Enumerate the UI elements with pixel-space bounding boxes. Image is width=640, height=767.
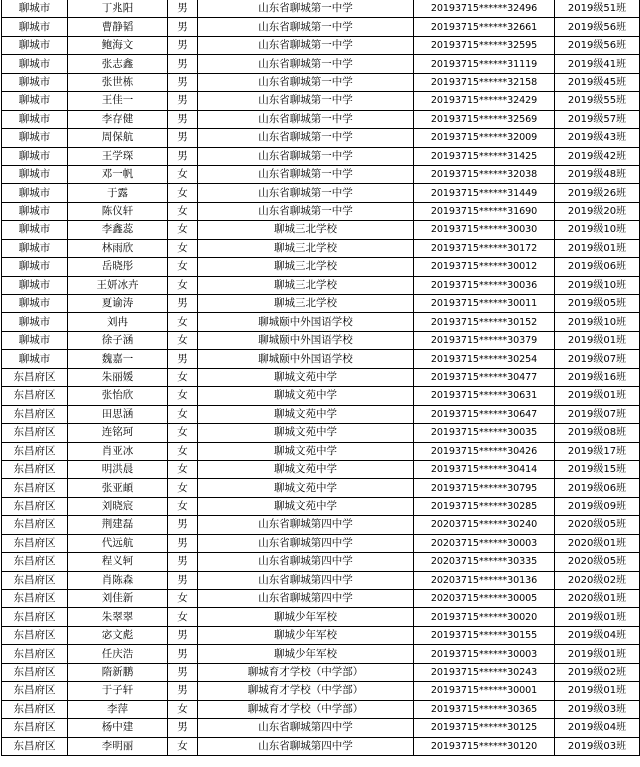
school-cell: 山东省聊城第四中学 bbox=[198, 737, 414, 755]
student-id-cell: 20193715******32158 bbox=[414, 73, 555, 91]
student-list-table bbox=[1, 0, 640, 756]
class-cell: 2019级16班 bbox=[555, 368, 640, 386]
name-cell: 张亚頔 bbox=[68, 479, 168, 497]
class-cell: 2019级43班 bbox=[555, 129, 640, 147]
class-cell: 2020级02班 bbox=[555, 571, 640, 589]
table-row bbox=[2, 497, 640, 515]
class-cell: 2019级15班 bbox=[555, 460, 640, 478]
student-id-cell: 20193715******30426 bbox=[414, 442, 555, 460]
school-cell: 聊城三北学校 bbox=[198, 295, 414, 313]
class-cell: 2019级04班 bbox=[555, 719, 640, 737]
table-row bbox=[2, 239, 640, 257]
school-cell: 聊城文苑中学 bbox=[198, 387, 414, 405]
table-row bbox=[2, 18, 640, 36]
gender-cell: 女 bbox=[168, 424, 198, 442]
gender-cell: 女 bbox=[168, 239, 198, 257]
school-cell: 聊城育才学校（中学部） bbox=[198, 682, 414, 700]
class-cell: 2019级07班 bbox=[555, 405, 640, 423]
table-row bbox=[2, 184, 640, 202]
gender-cell: 男 bbox=[168, 110, 198, 128]
table-row bbox=[2, 313, 640, 331]
gender-cell: 女 bbox=[168, 442, 198, 460]
student-id-cell: 20193715******30152 bbox=[414, 313, 555, 331]
class-cell: 2019级09班 bbox=[555, 497, 640, 515]
name-cell: 夏谕涛 bbox=[68, 295, 168, 313]
name-cell: 肖亚冰 bbox=[68, 442, 168, 460]
name-cell: 周保航 bbox=[68, 129, 168, 147]
class-cell: 2019级01班 bbox=[555, 645, 640, 663]
school-cell: 山东省聊城第一中学 bbox=[198, 184, 414, 202]
district-cell: 东昌府区 bbox=[2, 700, 68, 718]
name-cell: 明洪晨 bbox=[68, 460, 168, 478]
gender-cell: 男 bbox=[168, 663, 198, 681]
gender-cell: 男 bbox=[168, 92, 198, 110]
name-cell: 张世栋 bbox=[68, 73, 168, 91]
district-cell: 东昌府区 bbox=[2, 534, 68, 552]
gender-cell: 女 bbox=[168, 405, 198, 423]
gender-cell: 女 bbox=[168, 313, 198, 331]
name-cell: 肖陈森 bbox=[68, 571, 168, 589]
table-row bbox=[2, 0, 640, 18]
table-row bbox=[2, 424, 640, 442]
student-id-cell: 20203715******30136 bbox=[414, 571, 555, 589]
class-cell: 2019级17班 bbox=[555, 442, 640, 460]
gender-cell: 女 bbox=[168, 737, 198, 755]
school-cell: 聊城三北学校 bbox=[198, 239, 414, 257]
student-id-cell: 20193715******30414 bbox=[414, 460, 555, 478]
student-id-cell: 20193715******30155 bbox=[414, 626, 555, 644]
student-id-cell: 20193715******30011 bbox=[414, 295, 555, 313]
student-id-cell: 20193715******31690 bbox=[414, 202, 555, 220]
student-id-cell: 20193715******30036 bbox=[414, 276, 555, 294]
table-row bbox=[2, 590, 640, 608]
name-cell: 刘冉 bbox=[68, 313, 168, 331]
student-id-cell: 20193715******32038 bbox=[414, 165, 555, 183]
student-id-cell: 20193715******32496 bbox=[414, 0, 555, 18]
table-row bbox=[2, 258, 640, 276]
gender-cell: 男 bbox=[168, 147, 198, 165]
district-cell: 聊城市 bbox=[2, 202, 68, 220]
class-cell: 2019级55班 bbox=[555, 92, 640, 110]
class-cell: 2019级02班 bbox=[555, 663, 640, 681]
district-cell: 聊城市 bbox=[2, 73, 68, 91]
school-cell: 山东省聊城第四中学 bbox=[198, 571, 414, 589]
school-cell: 山东省聊城第一中学 bbox=[198, 165, 414, 183]
gender-cell: 女 bbox=[168, 497, 198, 515]
gender-cell: 女 bbox=[168, 202, 198, 220]
class-cell: 2019级01班 bbox=[555, 608, 640, 626]
gender-cell: 女 bbox=[168, 331, 198, 349]
table-row bbox=[2, 165, 640, 183]
district-cell: 东昌府区 bbox=[2, 645, 68, 663]
name-cell: 张怡欣 bbox=[68, 387, 168, 405]
student-id-cell: 20193715******30125 bbox=[414, 719, 555, 737]
district-cell: 东昌府区 bbox=[2, 387, 68, 405]
gender-cell: 女 bbox=[168, 184, 198, 202]
table-row bbox=[2, 276, 640, 294]
school-cell: 山东省聊城第一中学 bbox=[198, 73, 414, 91]
district-cell: 东昌府区 bbox=[2, 516, 68, 534]
name-cell: 任庆浩 bbox=[68, 645, 168, 663]
school-cell: 聊城三北学校 bbox=[198, 258, 414, 276]
school-cell: 聊城少年军校 bbox=[198, 608, 414, 626]
school-cell: 山东省聊城第一中学 bbox=[198, 55, 414, 73]
student-id-cell: 20203715******30335 bbox=[414, 553, 555, 571]
school-cell: 聊城少年军校 bbox=[198, 626, 414, 644]
school-cell: 聊城文苑中学 bbox=[198, 497, 414, 515]
student-id-cell: 20193715******30795 bbox=[414, 479, 555, 497]
district-cell: 东昌府区 bbox=[2, 590, 68, 608]
district-cell: 聊城市 bbox=[2, 350, 68, 368]
class-cell: 2020级01班 bbox=[555, 534, 640, 552]
table-row bbox=[2, 626, 640, 644]
table-row bbox=[2, 387, 640, 405]
name-cell: 曹静韬 bbox=[68, 18, 168, 36]
student-id-cell: 20193715******30030 bbox=[414, 221, 555, 239]
school-cell: 聊城颐中外国语学校 bbox=[198, 331, 414, 349]
gender-cell: 男 bbox=[168, 516, 198, 534]
student-id-cell: 20193715******30120 bbox=[414, 737, 555, 755]
table-row bbox=[2, 110, 640, 128]
student-id-cell: 20193715******31425 bbox=[414, 147, 555, 165]
name-cell: 李存健 bbox=[68, 110, 168, 128]
gender-cell: 女 bbox=[168, 700, 198, 718]
name-cell: 岳晓彤 bbox=[68, 258, 168, 276]
district-cell: 聊城市 bbox=[2, 276, 68, 294]
district-cell: 聊城市 bbox=[2, 110, 68, 128]
table-row bbox=[2, 129, 640, 147]
table-body bbox=[2, 0, 640, 755]
student-id-cell: 20203715******30003 bbox=[414, 534, 555, 552]
gender-cell: 男 bbox=[168, 682, 198, 700]
school-cell: 聊城文苑中学 bbox=[198, 479, 414, 497]
school-cell: 聊城三北学校 bbox=[198, 276, 414, 294]
gender-cell: 男 bbox=[168, 36, 198, 54]
school-cell: 山东省聊城第四中学 bbox=[198, 590, 414, 608]
table-row bbox=[2, 221, 640, 239]
gender-cell: 女 bbox=[168, 258, 198, 276]
class-cell: 2020级05班 bbox=[555, 516, 640, 534]
district-cell: 东昌府区 bbox=[2, 405, 68, 423]
class-cell: 2019级48班 bbox=[555, 165, 640, 183]
table-row bbox=[2, 202, 640, 220]
district-cell: 东昌府区 bbox=[2, 368, 68, 386]
name-cell: 于露 bbox=[68, 184, 168, 202]
district-cell: 聊城市 bbox=[2, 295, 68, 313]
gender-cell: 男 bbox=[168, 55, 198, 73]
name-cell: 朱丽媛 bbox=[68, 368, 168, 386]
school-cell: 山东省聊城第四中学 bbox=[198, 719, 414, 737]
district-cell: 东昌府区 bbox=[2, 497, 68, 515]
name-cell: 朱翠翠 bbox=[68, 608, 168, 626]
name-cell: 程义轲 bbox=[68, 553, 168, 571]
student-id-cell: 20203715******30005 bbox=[414, 590, 555, 608]
district-cell: 东昌府区 bbox=[2, 479, 68, 497]
school-cell: 聊城三北学校 bbox=[198, 221, 414, 239]
class-cell: 2020级05班 bbox=[555, 553, 640, 571]
name-cell: 徐子涵 bbox=[68, 331, 168, 349]
student-id-cell: 20193715******31119 bbox=[414, 55, 555, 73]
table-row bbox=[2, 534, 640, 552]
class-cell: 2019级10班 bbox=[555, 221, 640, 239]
table-row bbox=[2, 516, 640, 534]
table-row bbox=[2, 682, 640, 700]
district-cell: 东昌府区 bbox=[2, 424, 68, 442]
district-cell: 聊城市 bbox=[2, 184, 68, 202]
school-cell: 聊城育才学校（中学部） bbox=[198, 700, 414, 718]
student-id-cell: 20193715******32595 bbox=[414, 36, 555, 54]
name-cell: 刘晓宸 bbox=[68, 497, 168, 515]
school-cell: 山东省聊城第一中学 bbox=[198, 18, 414, 36]
table-row bbox=[2, 55, 640, 73]
school-cell: 山东省聊城第一中学 bbox=[198, 202, 414, 220]
class-cell: 2019级26班 bbox=[555, 184, 640, 202]
gender-cell: 男 bbox=[168, 295, 198, 313]
table-row bbox=[2, 442, 640, 460]
gender-cell: 女 bbox=[168, 460, 198, 478]
class-cell: 2019级03班 bbox=[555, 737, 640, 755]
district-cell: 东昌府区 bbox=[2, 737, 68, 755]
school-cell: 山东省聊城第一中学 bbox=[198, 92, 414, 110]
school-cell: 山东省聊城第一中学 bbox=[198, 129, 414, 147]
school-cell: 山东省聊城第四中学 bbox=[198, 516, 414, 534]
student-id-cell: 20203715******30240 bbox=[414, 516, 555, 534]
name-cell: 王学琛 bbox=[68, 147, 168, 165]
name-cell: 王妍冰卉 bbox=[68, 276, 168, 294]
district-cell: 东昌府区 bbox=[2, 442, 68, 460]
table-row bbox=[2, 92, 640, 110]
name-cell: 林雨欣 bbox=[68, 239, 168, 257]
school-cell: 聊城颐中外国语学校 bbox=[198, 313, 414, 331]
student-id-cell: 20193715******30631 bbox=[414, 387, 555, 405]
student-id-cell: 20193715******30020 bbox=[414, 608, 555, 626]
district-cell: 聊城市 bbox=[2, 221, 68, 239]
school-cell: 聊城育才学校（中学部） bbox=[198, 663, 414, 681]
name-cell: 代远航 bbox=[68, 534, 168, 552]
student-id-cell: 20193715******32661 bbox=[414, 18, 555, 36]
school-cell: 聊城文苑中学 bbox=[198, 442, 414, 460]
name-cell: 于子轩 bbox=[68, 682, 168, 700]
class-cell: 2019级45班 bbox=[555, 73, 640, 91]
class-cell: 2019级56班 bbox=[555, 36, 640, 54]
name-cell: 魏嘉一 bbox=[68, 350, 168, 368]
student-id-cell: 20193715******32009 bbox=[414, 129, 555, 147]
name-cell: 荆建磊 bbox=[68, 516, 168, 534]
school-cell: 聊城文苑中学 bbox=[198, 424, 414, 442]
name-cell: 邓一帆 bbox=[68, 165, 168, 183]
district-cell: 东昌府区 bbox=[2, 626, 68, 644]
table-row bbox=[2, 36, 640, 54]
name-cell: 李萍 bbox=[68, 700, 168, 718]
gender-cell: 男 bbox=[168, 553, 198, 571]
name-cell: 张志鑫 bbox=[68, 55, 168, 73]
school-cell: 山东省聊城第四中学 bbox=[198, 534, 414, 552]
district-cell: 东昌府区 bbox=[2, 571, 68, 589]
class-cell: 2019级06班 bbox=[555, 258, 640, 276]
student-id-cell: 20193715******30172 bbox=[414, 239, 555, 257]
gender-cell: 女 bbox=[168, 221, 198, 239]
class-cell: 2019级51班 bbox=[555, 0, 640, 18]
table-row bbox=[2, 645, 640, 663]
district-cell: 聊城市 bbox=[2, 165, 68, 183]
district-cell: 聊城市 bbox=[2, 313, 68, 331]
table-row bbox=[2, 73, 640, 91]
student-id-cell: 20193715******30003 bbox=[414, 645, 555, 663]
table-row bbox=[2, 737, 640, 755]
class-cell: 2019级01班 bbox=[555, 331, 640, 349]
gender-cell: 男 bbox=[168, 719, 198, 737]
student-id-cell: 20193715******32569 bbox=[414, 110, 555, 128]
school-cell: 聊城文苑中学 bbox=[198, 460, 414, 478]
district-cell: 东昌府区 bbox=[2, 682, 68, 700]
gender-cell: 女 bbox=[168, 368, 198, 386]
name-cell: 宓文彪 bbox=[68, 626, 168, 644]
gender-cell: 女 bbox=[168, 479, 198, 497]
school-cell: 聊城少年军校 bbox=[198, 645, 414, 663]
name-cell: 李明丽 bbox=[68, 737, 168, 755]
district-cell: 聊城市 bbox=[2, 36, 68, 54]
class-cell: 2019级05班 bbox=[555, 295, 640, 313]
student-id-cell: 20193715******30365 bbox=[414, 700, 555, 718]
name-cell: 连铭珂 bbox=[68, 424, 168, 442]
gender-cell: 女 bbox=[168, 590, 198, 608]
table-row bbox=[2, 350, 640, 368]
student-id-cell: 20193715******30254 bbox=[414, 350, 555, 368]
district-cell: 聊城市 bbox=[2, 129, 68, 147]
class-cell: 2019级06班 bbox=[555, 479, 640, 497]
school-cell: 山东省聊城第一中学 bbox=[198, 110, 414, 128]
gender-cell: 男 bbox=[168, 129, 198, 147]
student-id-cell: 20193715******30379 bbox=[414, 331, 555, 349]
district-cell: 聊城市 bbox=[2, 331, 68, 349]
district-cell: 聊城市 bbox=[2, 92, 68, 110]
name-cell: 田思涵 bbox=[68, 405, 168, 423]
table-row bbox=[2, 368, 640, 386]
school-cell: 聊城文苑中学 bbox=[198, 368, 414, 386]
school-cell: 山东省聊城第一中学 bbox=[198, 0, 414, 18]
class-cell: 2020级01班 bbox=[555, 590, 640, 608]
table-row bbox=[2, 553, 640, 571]
district-cell: 东昌府区 bbox=[2, 663, 68, 681]
student-id-cell: 20193715******30035 bbox=[414, 424, 555, 442]
class-cell: 2019级20班 bbox=[555, 202, 640, 220]
class-cell: 2019级03班 bbox=[555, 700, 640, 718]
school-cell: 山东省聊城第一中学 bbox=[198, 147, 414, 165]
student-id-cell: 20193715******30012 bbox=[414, 258, 555, 276]
school-cell: 山东省聊城第四中学 bbox=[198, 553, 414, 571]
student-id-cell: 20193715******31449 bbox=[414, 184, 555, 202]
gender-cell: 男 bbox=[168, 73, 198, 91]
table-row bbox=[2, 295, 640, 313]
class-cell: 2019级01班 bbox=[555, 682, 640, 700]
gender-cell: 女 bbox=[168, 165, 198, 183]
name-cell: 隋新鹏 bbox=[68, 663, 168, 681]
class-cell: 2019级42班 bbox=[555, 147, 640, 165]
class-cell: 2019级01班 bbox=[555, 387, 640, 405]
district-cell: 东昌府区 bbox=[2, 460, 68, 478]
name-cell: 李鑫蕊 bbox=[68, 221, 168, 239]
gender-cell: 女 bbox=[168, 608, 198, 626]
class-cell: 2019级04班 bbox=[555, 626, 640, 644]
name-cell: 陈仪轩 bbox=[68, 202, 168, 220]
district-cell: 聊城市 bbox=[2, 239, 68, 257]
class-cell: 2019级07班 bbox=[555, 350, 640, 368]
district-cell: 东昌府区 bbox=[2, 719, 68, 737]
gender-cell: 男 bbox=[168, 0, 198, 18]
student-id-cell: 20193715******30001 bbox=[414, 682, 555, 700]
table-row bbox=[2, 405, 640, 423]
gender-cell: 男 bbox=[168, 626, 198, 644]
table-row bbox=[2, 719, 640, 737]
school-cell: 聊城文苑中学 bbox=[198, 405, 414, 423]
district-cell: 东昌府区 bbox=[2, 553, 68, 571]
class-cell: 2019级57班 bbox=[555, 110, 640, 128]
school-cell: 聊城颐中外国语学校 bbox=[198, 350, 414, 368]
gender-cell: 男 bbox=[168, 534, 198, 552]
table-row bbox=[2, 147, 640, 165]
gender-cell: 男 bbox=[168, 18, 198, 36]
student-id-cell: 20193715******30647 bbox=[414, 405, 555, 423]
district-cell: 聊城市 bbox=[2, 18, 68, 36]
class-cell: 2019级10班 bbox=[555, 313, 640, 331]
student-id-cell: 20193715******30477 bbox=[414, 368, 555, 386]
district-cell: 东昌府区 bbox=[2, 608, 68, 626]
school-cell: 山东省聊城第一中学 bbox=[198, 36, 414, 54]
table-row bbox=[2, 460, 640, 478]
student-id-cell: 20193715******30243 bbox=[414, 663, 555, 681]
name-cell: 王佳一 bbox=[68, 92, 168, 110]
student-id-cell: 20193715******30285 bbox=[414, 497, 555, 515]
table-row bbox=[2, 331, 640, 349]
name-cell: 丁兆阳 bbox=[68, 0, 168, 18]
gender-cell: 男 bbox=[168, 350, 198, 368]
student-id-cell: 20193715******32429 bbox=[414, 92, 555, 110]
class-cell: 2019级08班 bbox=[555, 424, 640, 442]
table-row bbox=[2, 571, 640, 589]
name-cell: 刘佳新 bbox=[68, 590, 168, 608]
gender-cell: 女 bbox=[168, 387, 198, 405]
name-cell: 鲍海文 bbox=[68, 36, 168, 54]
table-row bbox=[2, 608, 640, 626]
district-cell: 聊城市 bbox=[2, 55, 68, 73]
table-row bbox=[2, 663, 640, 681]
table-row bbox=[2, 479, 640, 497]
district-cell: 聊城市 bbox=[2, 147, 68, 165]
district-cell: 聊城市 bbox=[2, 258, 68, 276]
gender-cell: 男 bbox=[168, 571, 198, 589]
gender-cell: 男 bbox=[168, 645, 198, 663]
gender-cell: 女 bbox=[168, 276, 198, 294]
class-cell: 2019级56班 bbox=[555, 18, 640, 36]
class-cell: 2019级10班 bbox=[555, 276, 640, 294]
class-cell: 2019级41班 bbox=[555, 55, 640, 73]
class-cell: 2019级01班 bbox=[555, 239, 640, 257]
district-cell: 聊城市 bbox=[2, 0, 68, 18]
table-row bbox=[2, 700, 640, 718]
name-cell: 杨中建 bbox=[68, 719, 168, 737]
